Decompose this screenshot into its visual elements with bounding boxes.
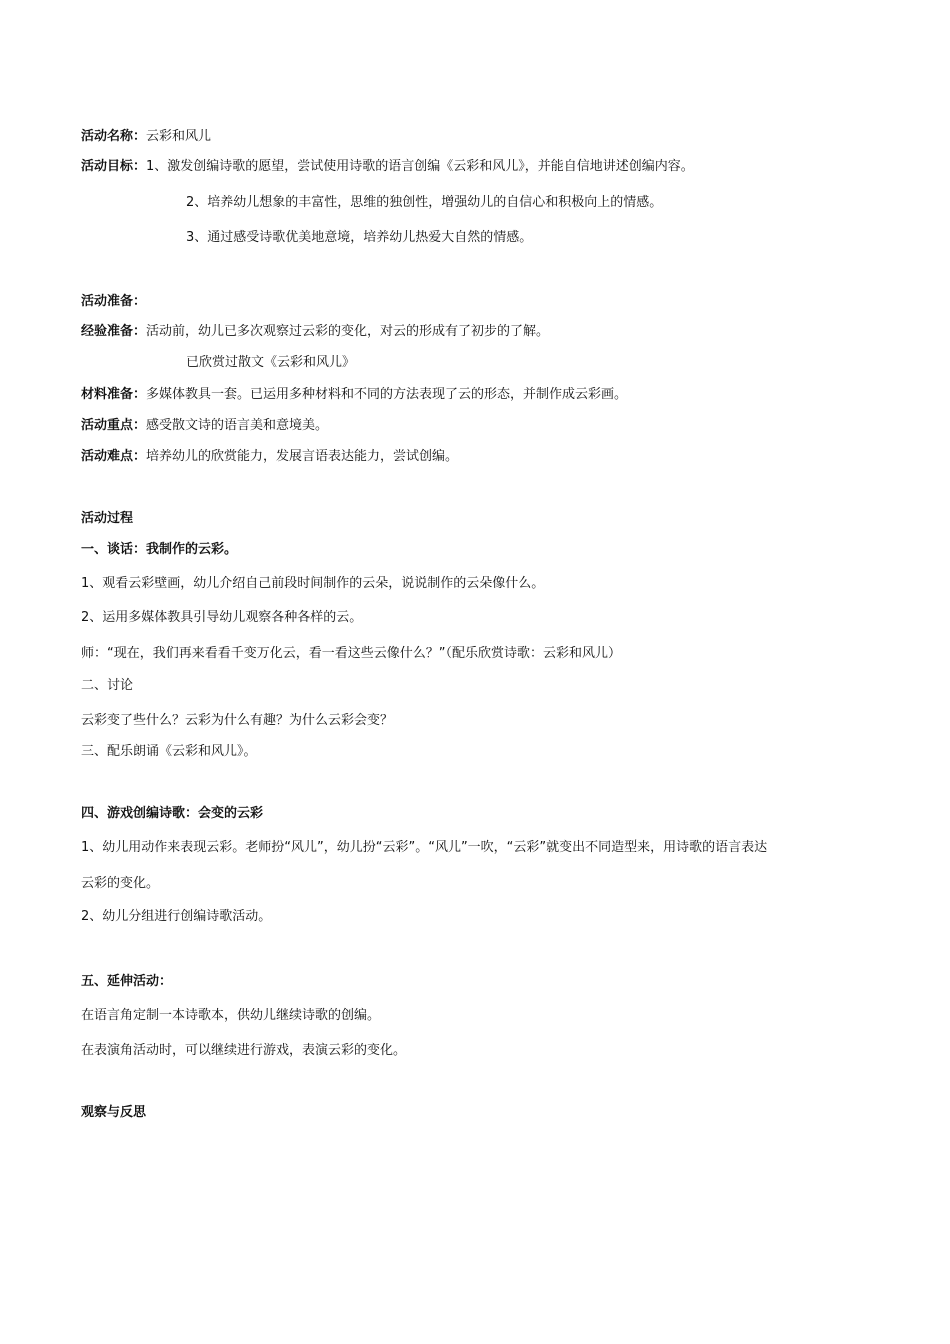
experience-row xyxy=(81,323,549,341)
material-value: 多媒体教具一套。已运用多种材料和不同的方法表现了云的形态，并制作成云彩画。 xyxy=(146,387,628,402)
experience-label: 经验准备： xyxy=(81,324,147,339)
process-heading: 活动过程 xyxy=(81,511,134,526)
reflection-heading: 观察与反思 xyxy=(81,1105,147,1120)
experience-value-2: 已欣赏过散文《云彩和风儿》 xyxy=(186,355,356,370)
goal-item: 3、通过感受诗歌优美地意境，培养幼儿热爱大自然的情感。 xyxy=(186,230,533,245)
material-label: 材料准备： xyxy=(81,387,147,402)
activity-name-row xyxy=(81,128,211,146)
section4-item1-line2: 云彩的变化。 xyxy=(81,876,160,891)
section5-item: 在表演角活动时，可以继续进行游戏，表演云彩的变化。 xyxy=(81,1043,407,1058)
teacher-quote: 师：“现在，我们再来看看千变万化云，看一看这些云像什么？”（配乐欣赏诗歌：云彩和风儿） xyxy=(81,646,621,661)
material-row xyxy=(81,386,627,404)
difficulty-row xyxy=(81,448,458,466)
section2-text: 云彩变了些什么？云彩为什么有趣？为什么云彩会变？ xyxy=(81,713,394,728)
section1-title: 一、谈话：我制作的云彩。 xyxy=(81,542,238,557)
goal-item: 1、激发创编诗歌的愿望，尝试使用诗歌的语言创编《云彩和风儿》，并能自信地讲述创编内容。 xyxy=(146,159,694,174)
activity-name-label: 活动名称： xyxy=(81,129,147,144)
experience-value: 活动前，幼儿已多次观察过云彩的变化，对云的形成有了初步的了解。 xyxy=(146,324,550,339)
section4-title: 四、游戏创编诗歌：会变的云彩 xyxy=(81,806,264,821)
focus-value: 感受散文诗的语言美和意境美。 xyxy=(146,418,329,433)
difficulty-value: 培养幼儿的欣赏能力，发展言语表达能力，尝试创编。 xyxy=(146,449,459,464)
focus-label: 活动重点： xyxy=(81,418,147,433)
goal-item: 2、培养幼儿想象的丰富性，思维的独创性，增强幼儿的自信心和积极向上的情感。 xyxy=(186,195,663,210)
preparation-heading: 活动准备： xyxy=(81,294,147,309)
activity-name-value: 云彩和风儿 xyxy=(146,129,212,144)
section5-title: 五、延伸活动： xyxy=(81,974,173,989)
section3-title: 三、配乐朗诵《云彩和风儿》。 xyxy=(81,744,257,759)
difficulty-label: 活动难点： xyxy=(81,449,147,464)
section5-item: 在语言角定制一本诗歌本，供幼儿继续诗歌的创编。 xyxy=(81,1008,381,1023)
section1-item: 2、运用多媒体教具引导幼儿观察各种各样的云。 xyxy=(81,610,363,625)
section4-item2: 2、幼儿分组进行创编诗歌活动。 xyxy=(81,909,272,924)
section2-title: 二、讨论 xyxy=(81,678,134,693)
section4-item1-line1: 1、幼儿用动作来表现云彩。老师扮“风儿”，幼儿扮“云彩”。“风儿”一吹，“云彩”就变出不同造型来，用诗歌的语言表达 xyxy=(81,840,768,855)
goals-label: 活动目标： xyxy=(81,159,147,174)
focus-row xyxy=(81,417,328,435)
section1-item: 1、观看云彩壁画，幼儿介绍自己前段时间制作的云朵，说说制作的云朵像什么。 xyxy=(81,576,545,591)
goal-row-1 xyxy=(81,158,694,176)
